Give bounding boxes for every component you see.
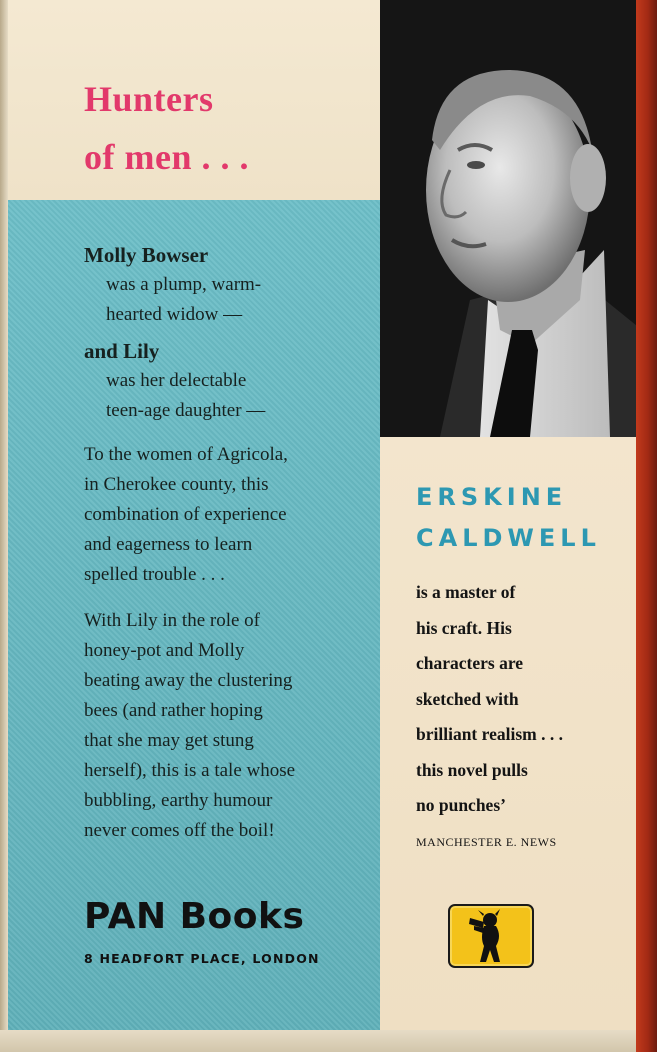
para2-line: honey-pot and Molly (84, 640, 245, 661)
headline-line-1: Hunters (84, 79, 214, 119)
blurb-paragraph-1 (84, 440, 354, 590)
author-last-name: CALDWELL (416, 524, 601, 552)
quote-line: brilliant realism . . . (416, 724, 563, 744)
author-name (416, 477, 601, 559)
author-first-name: ERSKINE (416, 483, 568, 511)
lily-desc-line-2: teen-age daughter — (106, 400, 266, 421)
para1-line: spelled trouble . . . (84, 564, 225, 585)
publisher-name: PAN Books (84, 896, 305, 937)
blurb-paragraph-2 (84, 606, 354, 846)
character-name-lily: and Lily (84, 339, 160, 363)
blurb-text (84, 240, 354, 846)
quote-line: characters are (416, 653, 524, 673)
para2-line: beating away the clustering (84, 670, 293, 691)
para2-line: never comes off the boil! (84, 820, 275, 841)
quote-line: this novel pulls (416, 759, 528, 780)
publisher-address: 8 HEADFORT PLACE, LONDON (84, 951, 320, 966)
review-quote (416, 575, 626, 824)
para2-line: herself), this is a tale whose (84, 760, 296, 781)
lily-desc-line-1: was her delectable (106, 370, 247, 391)
character-name-molly: Molly Bowser (84, 243, 209, 267)
molly-desc-line-2: hearted widow — (106, 304, 243, 325)
para2-line: bubbling, earthy humour (84, 790, 273, 811)
author-photo (380, 0, 642, 437)
para2-line: that she may get stung (84, 730, 254, 751)
para2-line: With Lily in the role of (84, 610, 261, 631)
para1-line: in Cherokee county, this (84, 474, 269, 495)
headline-line-2: of men . . . (84, 137, 249, 177)
cover-bottom-edge (0, 1030, 636, 1052)
quote-line: is a master of (416, 582, 516, 602)
para1-line: To the women of Agricola, (84, 444, 288, 465)
pan-logo-icon (448, 904, 534, 968)
para1-line: and eagerness to learn (84, 534, 253, 555)
quote-line: sketched with (416, 688, 519, 709)
spine-edge (636, 0, 657, 1052)
cover-left-edge (0, 0, 8, 1052)
quote-line: his craft. His (416, 617, 512, 638)
headline (84, 70, 249, 186)
pan-piper-icon (450, 906, 532, 966)
para1-line: combination of experience (84, 504, 287, 525)
quote-line: no punches’ (416, 795, 506, 815)
molly-desc-line-1: was a plump, warm- (106, 274, 262, 295)
para2-line: bees (and rather hoping (84, 700, 263, 721)
author-portrait-image (380, 0, 642, 437)
right-panel (380, 437, 636, 1030)
quote-source: MANCHESTER E. NEWS (416, 835, 557, 849)
